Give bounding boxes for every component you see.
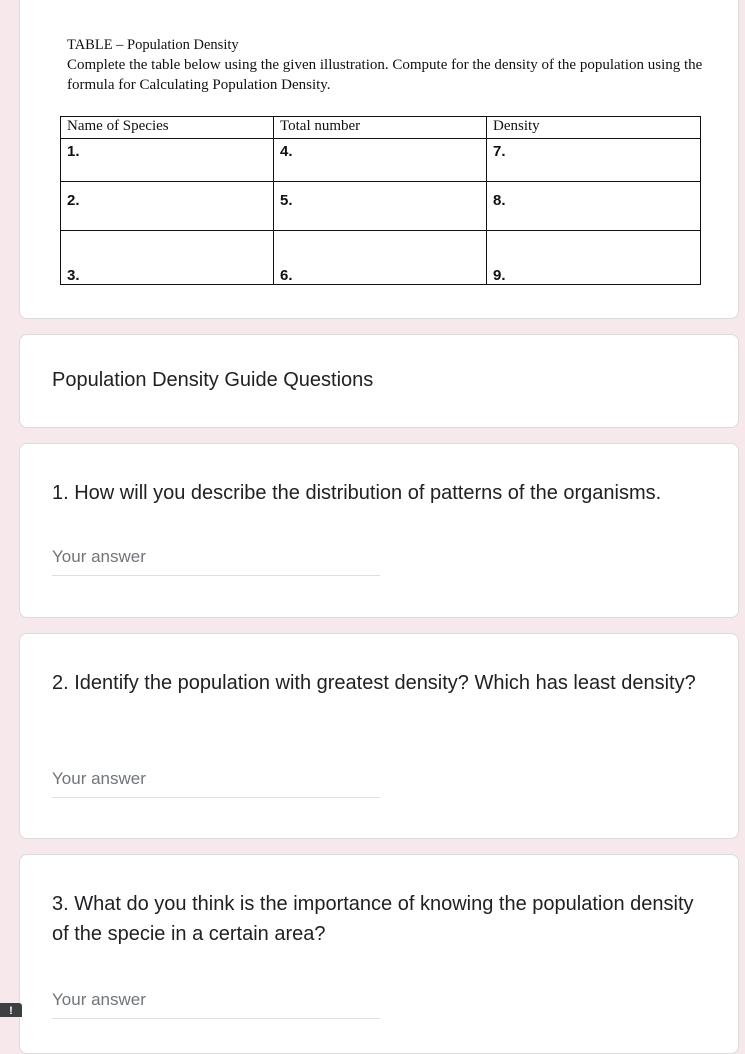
table-cell: 1. (61, 139, 274, 182)
question-card-1 (19, 443, 739, 618)
table-cell: 7. (487, 139, 701, 182)
report-issue-badge[interactable]: ! (0, 1003, 22, 1017)
table-row (61, 182, 701, 231)
table-cell: 5. (274, 182, 487, 231)
table-cell: 3. (61, 231, 274, 285)
header-density: Density (487, 117, 701, 139)
worksheet-title: TABLE – Population Density (67, 37, 239, 53)
worksheet-instructions: Complete the table below using the given illustration. Compute for the density of the population using the formula for Calculating Population Density. (67, 57, 703, 93)
worksheet-image-card (19, 0, 739, 319)
table-cell: 8. (487, 182, 701, 231)
table-cell: 2. (61, 182, 274, 231)
question-1-text: 1. How will you describe the distribution of patterns of the organisms. (52, 482, 662, 504)
table-header-row (61, 117, 701, 139)
question-3-text: 3. What do you think is the importance of knowing the population density of the specie in a certain area? (52, 893, 694, 945)
population-density-table (60, 116, 701, 285)
question-card-2 (19, 633, 739, 839)
section-title: Population Density Guide Questions (52, 369, 374, 391)
table-row (61, 231, 701, 285)
table-cell: 9. (487, 231, 701, 285)
answer-input-1[interactable] (52, 543, 380, 576)
table-row (61, 139, 701, 182)
answer-input-2[interactable] (52, 765, 380, 798)
table-cell: 4. (274, 139, 487, 182)
header-name-of-species: Name of Species (61, 117, 274, 139)
question-card-3 (19, 854, 739, 1054)
table-cell: 6. (274, 231, 487, 285)
question-2-text: 2. Identify the population with greatest density? Which has least density? (52, 672, 696, 694)
answer-input-3[interactable] (52, 986, 380, 1019)
header-total-number: Total number (274, 117, 487, 139)
section-header-card (19, 334, 739, 428)
worksheet-text (67, 35, 707, 95)
